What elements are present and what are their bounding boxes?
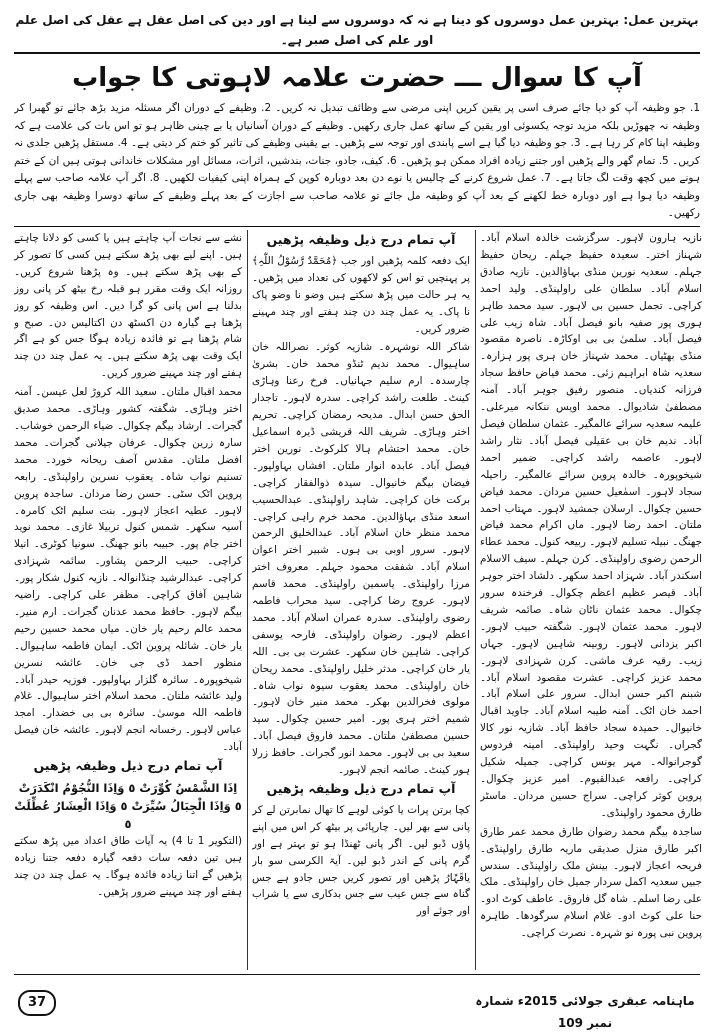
column-middle bbox=[252, 230, 470, 970]
quran-verse: اِذَا الشَّمْسُ كُوِّرَتْ ٥ وَاِذَا النُّجُوْمُ انْكَدَرَتْ ٥ وَاِذَا الْجِبَالُ سُيِّرَتْ ٥ وَاِذَا الْعِشَارُ عُطِّلَتْ ٥ bbox=[14, 781, 242, 831]
top-banner bbox=[14, 10, 700, 48]
wazifa-heading: آپ تمام درج ذیل وظیفہ پڑھیں bbox=[266, 232, 456, 247]
banner-quote: بہترین عمل: بہترین عمل دوسروں کو دینا ہے نہ کہ دوسروں سے لینا ہے اور دین کی اصل عقل ہے عقل کی اصل علم اور علم کی اصل صبر ہے۔ bbox=[15, 13, 699, 47]
column-divider bbox=[475, 230, 476, 970]
page-title: آپ کا سوال ـــ حضرت علامہ لاہوتی کا جواب bbox=[72, 63, 642, 93]
magazine-footer: ماہنامہ عبقری جولائی 2015ء شمارہ نمبر 109 bbox=[475, 994, 695, 1030]
column-left bbox=[14, 230, 242, 970]
wazifa-text: (التکویر 1 تا 4) یہ آیات طاق اعداد میں پڑھ سکتے ہیں تین دفعہ سات دفعہ گیارہ دفعہ جتنا زیادہ پڑھیں گے اتنا زیادہ فائدہ ہوگا۔ یہ عمل چند دن چند ہفتے اور چند مہینے ضرور پڑھیں۔ bbox=[14, 835, 242, 898]
wazifa-heading: آپ تمام درج ذیل وظیفہ پڑھیں bbox=[266, 781, 456, 796]
column-divider bbox=[247, 230, 248, 970]
names-list: ساجدہ بیگم محمد رضوان طارق محمد عمر طارق اکبر طارق منزل صدیقی ماریہ طارق راولپنڈی۔ فریحہ اعجاز لاہور۔ بینش ملک راولپنڈی۔ سندس جبیں سعدیہ اکمل سردار جمیل خان راولپنڈی۔ ملک علی رضا اسلم۔ شاہ گل فاروق۔ عاطف کوٹ ادو۔ حنا علی کوٹ ادو۔ غلام اسلام سرگودھا۔ طاہرہ پروین نبی پورہ نو شہرہ۔ نصرت کراچی۔ bbox=[480, 825, 702, 940]
names-list: شاکر اللہ نوشہرہ۔ شازیہ کوثر۔ نصراللہ خان ساہیوال۔ محمد ندیم ٹنڈو محمد خان۔ بشریٰ چارسدہ۔ ارم سلیم جہانیاں۔ فرخ رعنا وہاڑی کینٹ۔ طلعت راشد کراچی۔ سدرہ لاہور۔ تاجدار الحق حسن ابدال۔ مدیحہ رمضان کراچی۔ تحریم اختر وہاڑی۔ شریف اللہ قریشی ڈیرہ اسماعیل خان۔ محمد احتشام ہالا کلرکوٹ۔ نورین اختر فیصل آباد۔ عابدہ انوار ملتان۔ افشاں بہاولپور۔ فیضان بیگم خانیوال۔ سیدہ ذوالفقار کراچی۔ برکت خان کراچی۔ شاہد راولپنڈی۔ عبدالحسیب اسعد منڈی بہاؤالدین۔ محمد خرم راہی کراچی۔ محمد منظر خان اسلام آباد۔ عبدالخلیق الرحمن لاہور۔ سرور اوبی بی ہوں۔ شبیر اختر اعوان اسلام آباد۔ شفقت محمود جہلم۔ معروف اختر مرزا راولپنڈی۔ یاسمین راولپنڈی۔ محمد قاسم لاہور۔ عروج رضا کراچی۔ سید محراب فاطمہ رضوی راولپنڈی۔ سدرہ عمران اسلام آباد۔ محمد اعظم لاہور۔ رضوان راولپنڈی۔ فارحہ یوسفی کراچی۔ شاہین خان سکھر۔ عشرت بی بی۔ اللہ یار خان کراچی۔ مدثر خلیل راولپنڈی۔ محمد ریحان خان راولپنڈی۔ محمد یعقوب سیوہ نواب شاہ۔ مولوی فخرالدین بھکر۔ محمد منیر خان لاہور۔ شمیم اختر ہری پور۔ امیر حسین چکوال۔ سید حسین مصطفیٰ ملتان۔ محمد فاروق فیصل آباد۔ سعید بی بی لاہور۔ محمد انور گجرات۔ حافظ زرلا ہور کینٹ۔ صائمہ انجم لاہور۔ bbox=[252, 341, 470, 777]
instructions-paragraph: 1. جو وظیفہ آپ کو دیا جائے صرف اسی پر یقین کریں اپنی مرضی سے وظائف تبدیل نہ کریں۔ 2. وظیفے کے دوران اگر مسئلہ مزید بڑھ جائے تو گھبرا کر وظیفہ نہ چھوڑیں بلکہ مزید توجہ یکسوئی اور یقین کے ساتھ عمل جاری رکھیں۔ وظیفے کے دوران آسانیاں یا بے چینی ظاہر ہو تو اس بات کی علامت ہے کہ وظیفہ اپنا کام کر رہا ہے۔ 3. جو وظیفہ دیا گیا ہے اسے پابندی اور توجہ سے پڑھیں۔ بے یقینی وظیفے کی تاثیر کو ختم کر دیتی ہے۔ 4. مستقل پڑھیں جلدی نہ کریں۔ 5. تمام گھر والے پڑھیں اور جتنے زیادہ افراد ممکن ہو پڑھیں۔ 6. کیف، جادو، جنات، بندشیں، اثرات، مسائل اور مشکلات خاندانی ہوتی ہیں ان کے ختم ہونے میں کچھ وقت لگ جاتا ہے۔ 7. عمل شروع کرنے کے چالیس یا نوے دن بعد دوبارہ کوپن کے ہمراہ اپنی کیفیات لکھیں۔ 8. اگر آپ علامہ صاحب سے پہلے وظیفہ دیا ہوا ہے اور دوبارہ خط لکھنے کے بعد آپ کو وظیفہ مل جائے تو علامہ صاحب سے اجازت کے بعد پہلے وظیفے کے ساتھ دوسرا وظیفہ بھی جاری رکھیں۔ bbox=[14, 102, 700, 219]
wazifa-text: ایک دفعہ کلمہ پڑھیں اور جب ﴿مُحَمَّدٌ رَّسُوْلُ اللّٰہِ﴾ پر پہنچیں تو اس کو لاکھوں کی تعداد میں پڑھیں۔ یہ ہر حالت میں پڑھ سکتے ہیں وضو نا وضو پاک نا پاک۔ یہ عمل چند دن چند ہفتے اور چند مہینے ضرور کریں۔ bbox=[252, 254, 470, 335]
top-divider bbox=[14, 52, 700, 54]
wazifa-heading: آپ تمام درج ذیل وظیفہ پڑھیں bbox=[33, 758, 223, 774]
names-list: نازیہ ہارون لاہور۔ سرگزشت خالدہ اسلام آباد۔ شہناز اختر۔ سعیدہ حفیظ جہلم۔ ریحان حفیظ جہلم۔ سعدیہ نورین منڈی بہاؤالدین۔ نازیہ صادق اسلام آباد۔ سلطان علی راولپنڈی۔ ولید احمد کراچی۔ تجمل حسین بی لاہور۔ سید محمد طاہر ہوری پور صفیہ بانو فیصل آباد۔ شاہ زیب علی فیصل آباد۔ سلمیٰ بی بی اوکاڑہ۔ ناصرہ مقصود منڈی بھٹیاں۔ محمد شہناز خان ہری پور ہزارہ۔ سعدیہ شاہ ابراہیم زئی۔ محمد فیاض حافظ سجاد فرزانہ کندیاں۔ منصور رفیق جوہر آباد۔ آمنہ مصطفیٰ شادیوال۔ محمد اویس ننکانہ میرعلی۔ علیمہ سعدیہ سرائے عالمگیر۔ عثمان سلطان فیصل آباد۔ ندیم خان بی عقیلی فیصل آباد۔ نثار راشد لاہور۔ عاصمہ راشد کراچی۔ ضمیر احمد شیخوپورہ۔ خالدہ پروین سرائے عالمگیر۔ راحیلہ سجاد لاہور۔ اسمٰعیل حسین مردان۔ محمد فیاض حسین چکوال۔ ارسلان جمشید لاہور۔ مہتاب احمد ملتان۔ احمد رضا لاہور۔ ماں اکرام محمد فیاض جھنگ۔ نبیلہ تسلیم لاہور۔ ربیعہ کنول۔ محمد عطاء الرحمن رضوی راولپنڈی۔ کرن جہلم۔ سیف الاسلام اسکندر آباد۔ شہزاد احمد سکھر۔ دلشاد اختر جوہر آباد۔ قیصر عظیم اعظم چکوال۔ فرخندہ سرور چکوال۔ محمد عثمان ناٹان شاہ۔ صائمہ شریف لاہور۔ محمد عثمان لاہور۔ شگفتہ حبیب لاہور۔ اکبر یزدانی لاہور۔ روبینہ شاہین لاہور۔ جہاں زیب۔ رقیہ عرف ماشی۔ کرن شہزادی لاہور۔ محمد عزیز کراچی۔ عشرت مقصود اسلام آباد۔ شبنم اکبر حسن ابدال۔ سرور علی اسلام آباد۔ احمد خان اٹک۔ آمنہ طیبہ اسلام آباد۔ جاوید اقبال خانیوال۔ حمیدہ سجاد حافظ آباد۔ شازیہ نور کالا گجراں۔ نگہت وحید راولپنڈی۔ امینہ فردوس گوجرانوالہ۔ مہر یونس کراچی۔ جمیلہ شکیل کراچی۔ رافعہ عبدالقیوم۔ امیر عزیز چکوال۔ پروین کوثر کراچی۔ سراج حسین مردان۔ ماسٹر طارق محمود راولپنڈی۔ bbox=[480, 232, 702, 819]
column-right bbox=[480, 230, 702, 970]
wazifa-text: نشے سے نجات آپ چاہتے ہیں یا کسی کو دلانا چاہتے ہیں۔ اپنے لیے بھی پڑھ سکتے ہیں کسی کا تصور کر کے بھی پڑھ سکتے ہیں۔ وہ پڑھنا شروع کریں۔ روزانہ ایک وقت مقرر ہو قبلہ رخ بیٹھ کر پانی روز بدلنا ہے اس پانی کو گرا دیں۔ اس وظیفہ کو روز پڑھنا ہے گیارہ دن اکسٹھ دن اکتالیس دن۔ صبح و شام پڑھنا ہے تو فائدہ زیادہ ہوگا جس کو ہے اگر ایک وقت بھی پڑھ سکتے ہیں۔ یہ عمل چند دن چند ہفتے اور چند مہینے ضرور کریں۔ bbox=[14, 232, 242, 380]
page-number: 37 bbox=[18, 990, 56, 1016]
wazifa-text: کچا برتن پرات یا کوئی لوہے کا تھال نمابرتن لے کر پانی سے بھر لیں۔ چارپائی پر بیٹھ کر اس میں اپنے پاؤں ڈبو لیں۔ اگر پانی ٹھنڈا ہو تو بہتر ہے اور گرم پانی کے اندر ڈبو لیں۔ آیۃ الکرسی سو بار یاقَہَّارُ پڑھیں اور تصور کریں جس جادو ہے جس گناہ سے جس عیب سے جس بدکاری سے یا شراب اور جوئے اور bbox=[252, 803, 470, 918]
section-divider bbox=[14, 226, 700, 227]
names-list: محمد اقبال ملتان۔ سعید اللہ کروڑ لعل عیسن۔ آمنہ اختر وہاڑی۔ شگفتہ کشور وہاڑی۔ محمد صدیق گجرات۔ ارشاد بیگم چکوال۔ ضیاء الرحمن خوشاب۔ سارہ زرین چکوال۔ عرفان جیلانی گجرات۔ محمد افضل ملتان۔ مقدس آصف ریحانہ خورد۔ محمد تسنیم نواب شاہ۔ یعقوب نسرین راولپنڈی۔ رابعہ پروین اٹک سٹی۔ حسن رضا مردان۔ ساجدہ پروین لاہور۔ عطیہ اعجاز لاہور۔ بنت سلیم اٹک کامرہ۔ آسیہ سکھر۔ شمس کنول تربیلا غازی۔ محمد نوید اختر جام پور۔ حبیبہ بانو جھنگ۔ سونیا کوٹری۔ انیلا کراچی۔ حبیب الرحمن پشاور۔ سائمہ شہزادی کراچی۔ عبدالرشید چنڈانوالہ۔ نازیہ کنول شکار پور۔ شاہین آفاق کراچی۔ مظفر علی کراچی۔ راضیہ بیگم لاہور۔ حافظ محمد عدنان گجرات۔ ارم منیر۔ محمد عالم رحیم یار خان۔ میاں محمد حسین رحیم یار خان۔ شائلہ پروین اٹک۔ ایمان فاطمہ ساہیوال۔ منظور احمد ڈی جی خان۔ عائشہ نسرین شیخوپورہ۔ سائرہ گلزار بہاولپور۔ فوزیہ حیدر آباد۔ ولید عائشہ ملتان۔ محمد اسلام اختر ساہیوال۔ غلام فاطمہ اللہ موسیٰ۔ سائرہ بی بی خضدار۔ امجد عباس لاہور۔ رخسانہ انجم لاہور۔ عائشہ خان فیصل آباد۔ bbox=[14, 386, 242, 754]
bottom-divider bbox=[14, 974, 700, 975]
